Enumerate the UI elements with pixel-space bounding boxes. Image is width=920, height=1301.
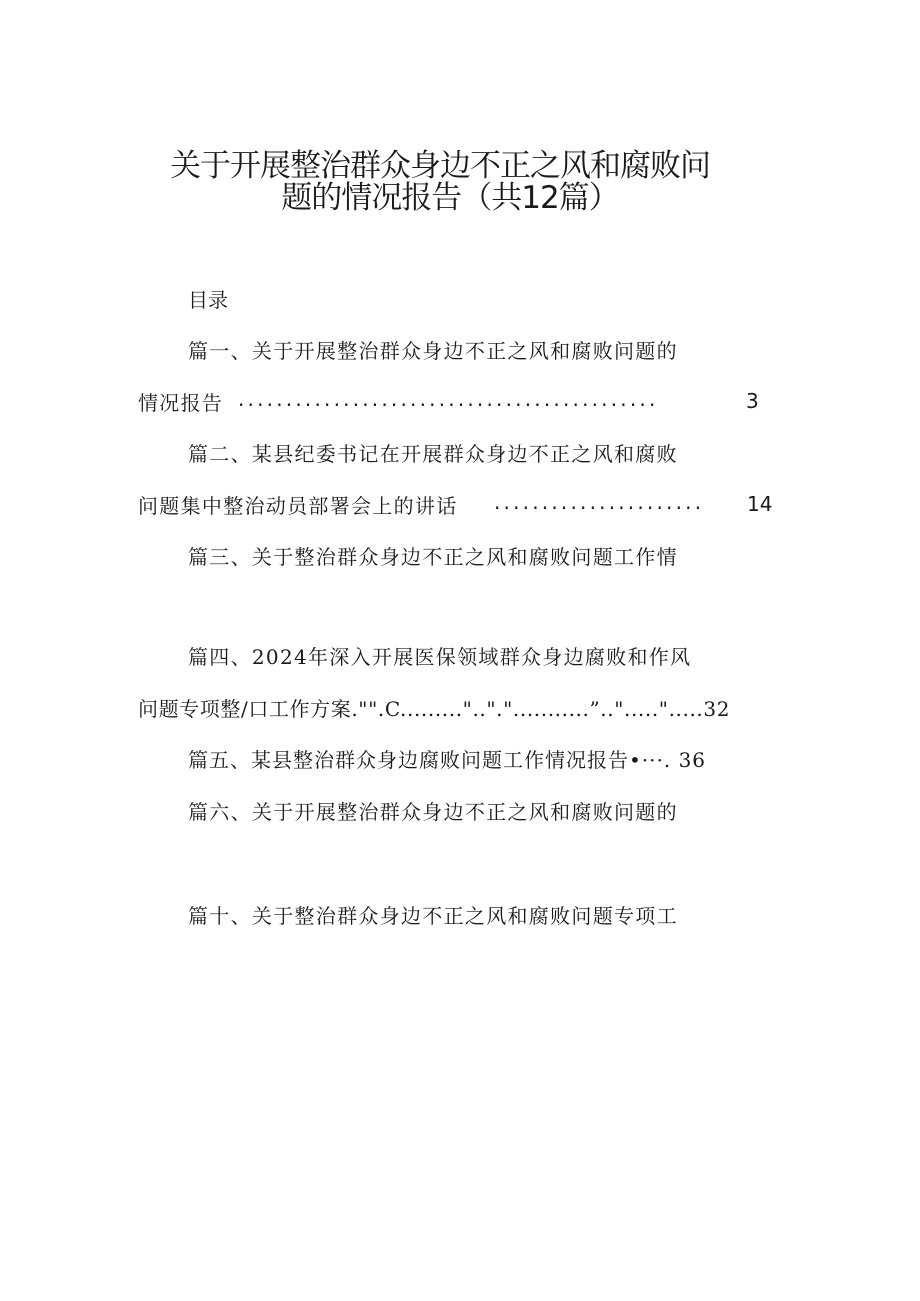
- toc-entry-1-page-number: 3: [746, 389, 759, 413]
- document-title-line-1: 关于开展整治群众身边不正之风和腐败问: [170, 148, 710, 184]
- toc-entry-1-line-2: 情况报告: [138, 391, 224, 415]
- toc-entry-4-line-2: 问题专项整/口工作方案."".C.........".."."...........”..".....".....32: [138, 697, 731, 721]
- toc-entry-1-line-1: 篇一、关于开展整治群众身边不正之风和腐败问题的: [188, 339, 678, 363]
- toc-entry-2-leader-dots: ......................: [494, 490, 705, 514]
- toc-entry-2-line-1: 篇二、某县纪委书记在开展群众身边不正之风和腐败: [188, 442, 678, 466]
- toc-entry-4-line-1: 篇四、2024年深入开展医保领域群众身边腐败和作风: [188, 645, 692, 669]
- toc-entry-5-line-1: 篇五、某县整治群众身边腐败问题工作情况报告•···. 36: [188, 748, 707, 772]
- toc-entry-7-line-1: 篇十、关于整治群众身边不正之风和腐败问题专项工: [188, 904, 678, 928]
- toc-entry-3-line-1: 篇三、关于整治群众身边不正之风和腐败问题工作情: [188, 545, 678, 569]
- toc-entry-1-leader-dots: ............................................: [238, 387, 659, 411]
- toc-entry-2-line-2: 问题集中整治动员部署会上的讲话: [138, 494, 458, 518]
- toc-entry-2-page-number: 14: [747, 492, 773, 516]
- document-title-line-2: 题的情况报告（共12篇）: [281, 180, 619, 216]
- toc-heading: 目录: [188, 288, 228, 312]
- toc-entry-6-line-1: 篇六、关于开展整治群众身边不正之风和腐败问题的: [188, 800, 678, 824]
